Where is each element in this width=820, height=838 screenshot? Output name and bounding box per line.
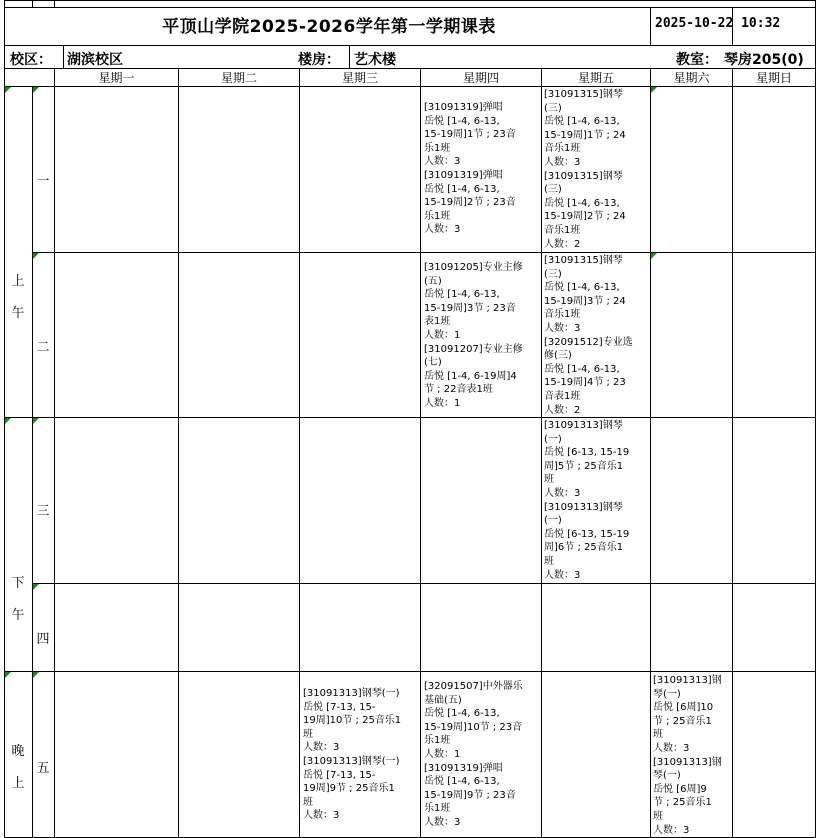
segment-morning-1: 上 [11,274,25,289]
day-header-mon: 星期一 [98,71,135,85]
segment-evening-2: 上 [11,776,25,791]
classroom-value: 琴房205(0) [724,52,804,68]
border-line [4,0,816,1]
cell-marker [5,418,11,424]
timetable [4,0,816,838]
border-line [4,7,816,8]
cell-marker [5,87,11,93]
building-value: 艺术楼 [354,52,396,68]
course-cell-p5-sat[interactable]: [31091313]钢 琴(一) 岳悦 [6周]10 节 ; 25音乐1 班 人数：3 [31091313]钢 琴(一) 岳悦 [6周]9 节 ; 25音乐1 班 人数：3 [653,675,722,836]
border-line [178,68,179,838]
border-line [4,671,816,672]
day-header-sun: 星期日 [755,71,792,85]
border-line [299,68,300,838]
border-line [32,86,33,838]
cell-marker [33,87,39,93]
cell-marker [651,253,657,259]
classroom-label: 教室： [676,52,718,68]
border-line [815,0,816,838]
border-line [650,68,651,838]
period-label-4: 四 [36,632,50,647]
cell-marker [5,672,11,678]
border-line [54,68,55,838]
building-label: 楼房： [298,52,340,68]
border-line [349,45,350,68]
course-cell-p5-wed[interactable]: [31091313]钢琴(一) 岳悦 [7-13, 15- 19周]10节 ; 25音乐1 班 人数：3 [31091313]钢琴(一) 岳悦 [7-13, 15- 19周]9节 ; 25音乐1 班 人数：3 [303,688,402,822]
course-cell-p2-fri[interactable]: [31091315]钢琴 (三) 岳悦 [1-4, 6-13, 15-19周]3节 ; 24 音乐1班 人数：3 [32091512]专业选 修(三) 岳悦 [1-4, 6-13, 15-19周]4节 ; 23 音表1班 人数：2 [544,255,633,416]
cell-marker [651,87,657,93]
period-label-3: 三 [36,504,50,519]
border-line [4,45,816,46]
border-line [63,45,64,68]
cell-marker [33,584,39,590]
day-header-sat: 星期六 [673,71,710,85]
period-label-2: 二 [36,340,50,355]
cell-marker [33,253,39,259]
course-cell-p1-fri[interactable]: [31091315]钢琴 (三) 岳悦 [1-4, 6-13, 15-19周]1节 ; 24 音乐1班 人数：3 [31091315]钢琴 (三) 岳悦 [1-4, 6-13, 15-19周]2节 ; 24 音乐1班 人数：2 [544,89,626,250]
cell-marker [33,672,39,678]
campus-value: 湖滨校区 [67,52,123,68]
border-line [420,68,421,838]
border-line [32,0,33,8]
campus-label: 校区： [10,52,52,68]
cell-marker [33,418,39,424]
course-cell-p5-thu[interactable]: [32091507]中外器乐 基础(五) 岳悦 [1-4, 6-13, 15-19周]10节 ; 23音 乐1班 人数：1 [31091319]弹唱 岳悦 [1-4, 6-13, 15-19周]9节 ; 23音 乐1班 人数：3 [424,681,523,828]
border-line [4,417,816,418]
day-header-thu: 星期四 [462,71,499,85]
segment-afternoon-2: 午 [11,608,25,623]
segment-evening-1: 晚 [11,744,25,759]
border-line [732,68,733,838]
period-label-1: 一 [36,174,50,189]
day-header-tue: 星期二 [220,71,257,85]
day-header-fri: 星期五 [577,71,614,85]
border-line [32,252,816,253]
segment-afternoon-1: 下 [11,576,25,591]
course-cell-p3-fri[interactable]: [31091313]钢琴 (一) 岳悦 [6-13, 15-19 周]5节 ; 25音乐1 班 人数：3 [31091313]钢琴 (一) 岳悦 [6-13, 15-19 周]6节 ; 25音乐1 班 人数：3 [544,420,630,581]
day-header-wed: 星期三 [341,71,378,85]
period-label-5: 五 [36,761,50,776]
border-line [541,68,542,838]
course-cell-p1-thu[interactable]: [31091319]弹唱 岳悦 [1-4, 6-13, 15-19周]1节 ; 23音 乐1班 人数：3 [31091319]弹唱 岳悦 [1-4, 6-13, 15-19周]2节 ; 23音 乐1班 人数：3 [424,102,516,236]
border-line [54,0,55,8]
border-line [32,583,816,584]
course-cell-p2-thu[interactable]: [31091205]专业主修 (五) 岳悦 [1-4, 6-13, 15-19周]3节 ; 23音 表1班 人数：1 [31091207]专业主修 (七) 岳悦 [1-4, 6-19周]4 节 ; 22音表1班 人数：1 [424,262,523,409]
page-title: 平顶山学院2025-2026学年第一学期课表 [162,17,496,37]
timestamp: 2025-10-22 10:32 [655,16,781,31]
segment-morning-2: 午 [11,306,25,321]
